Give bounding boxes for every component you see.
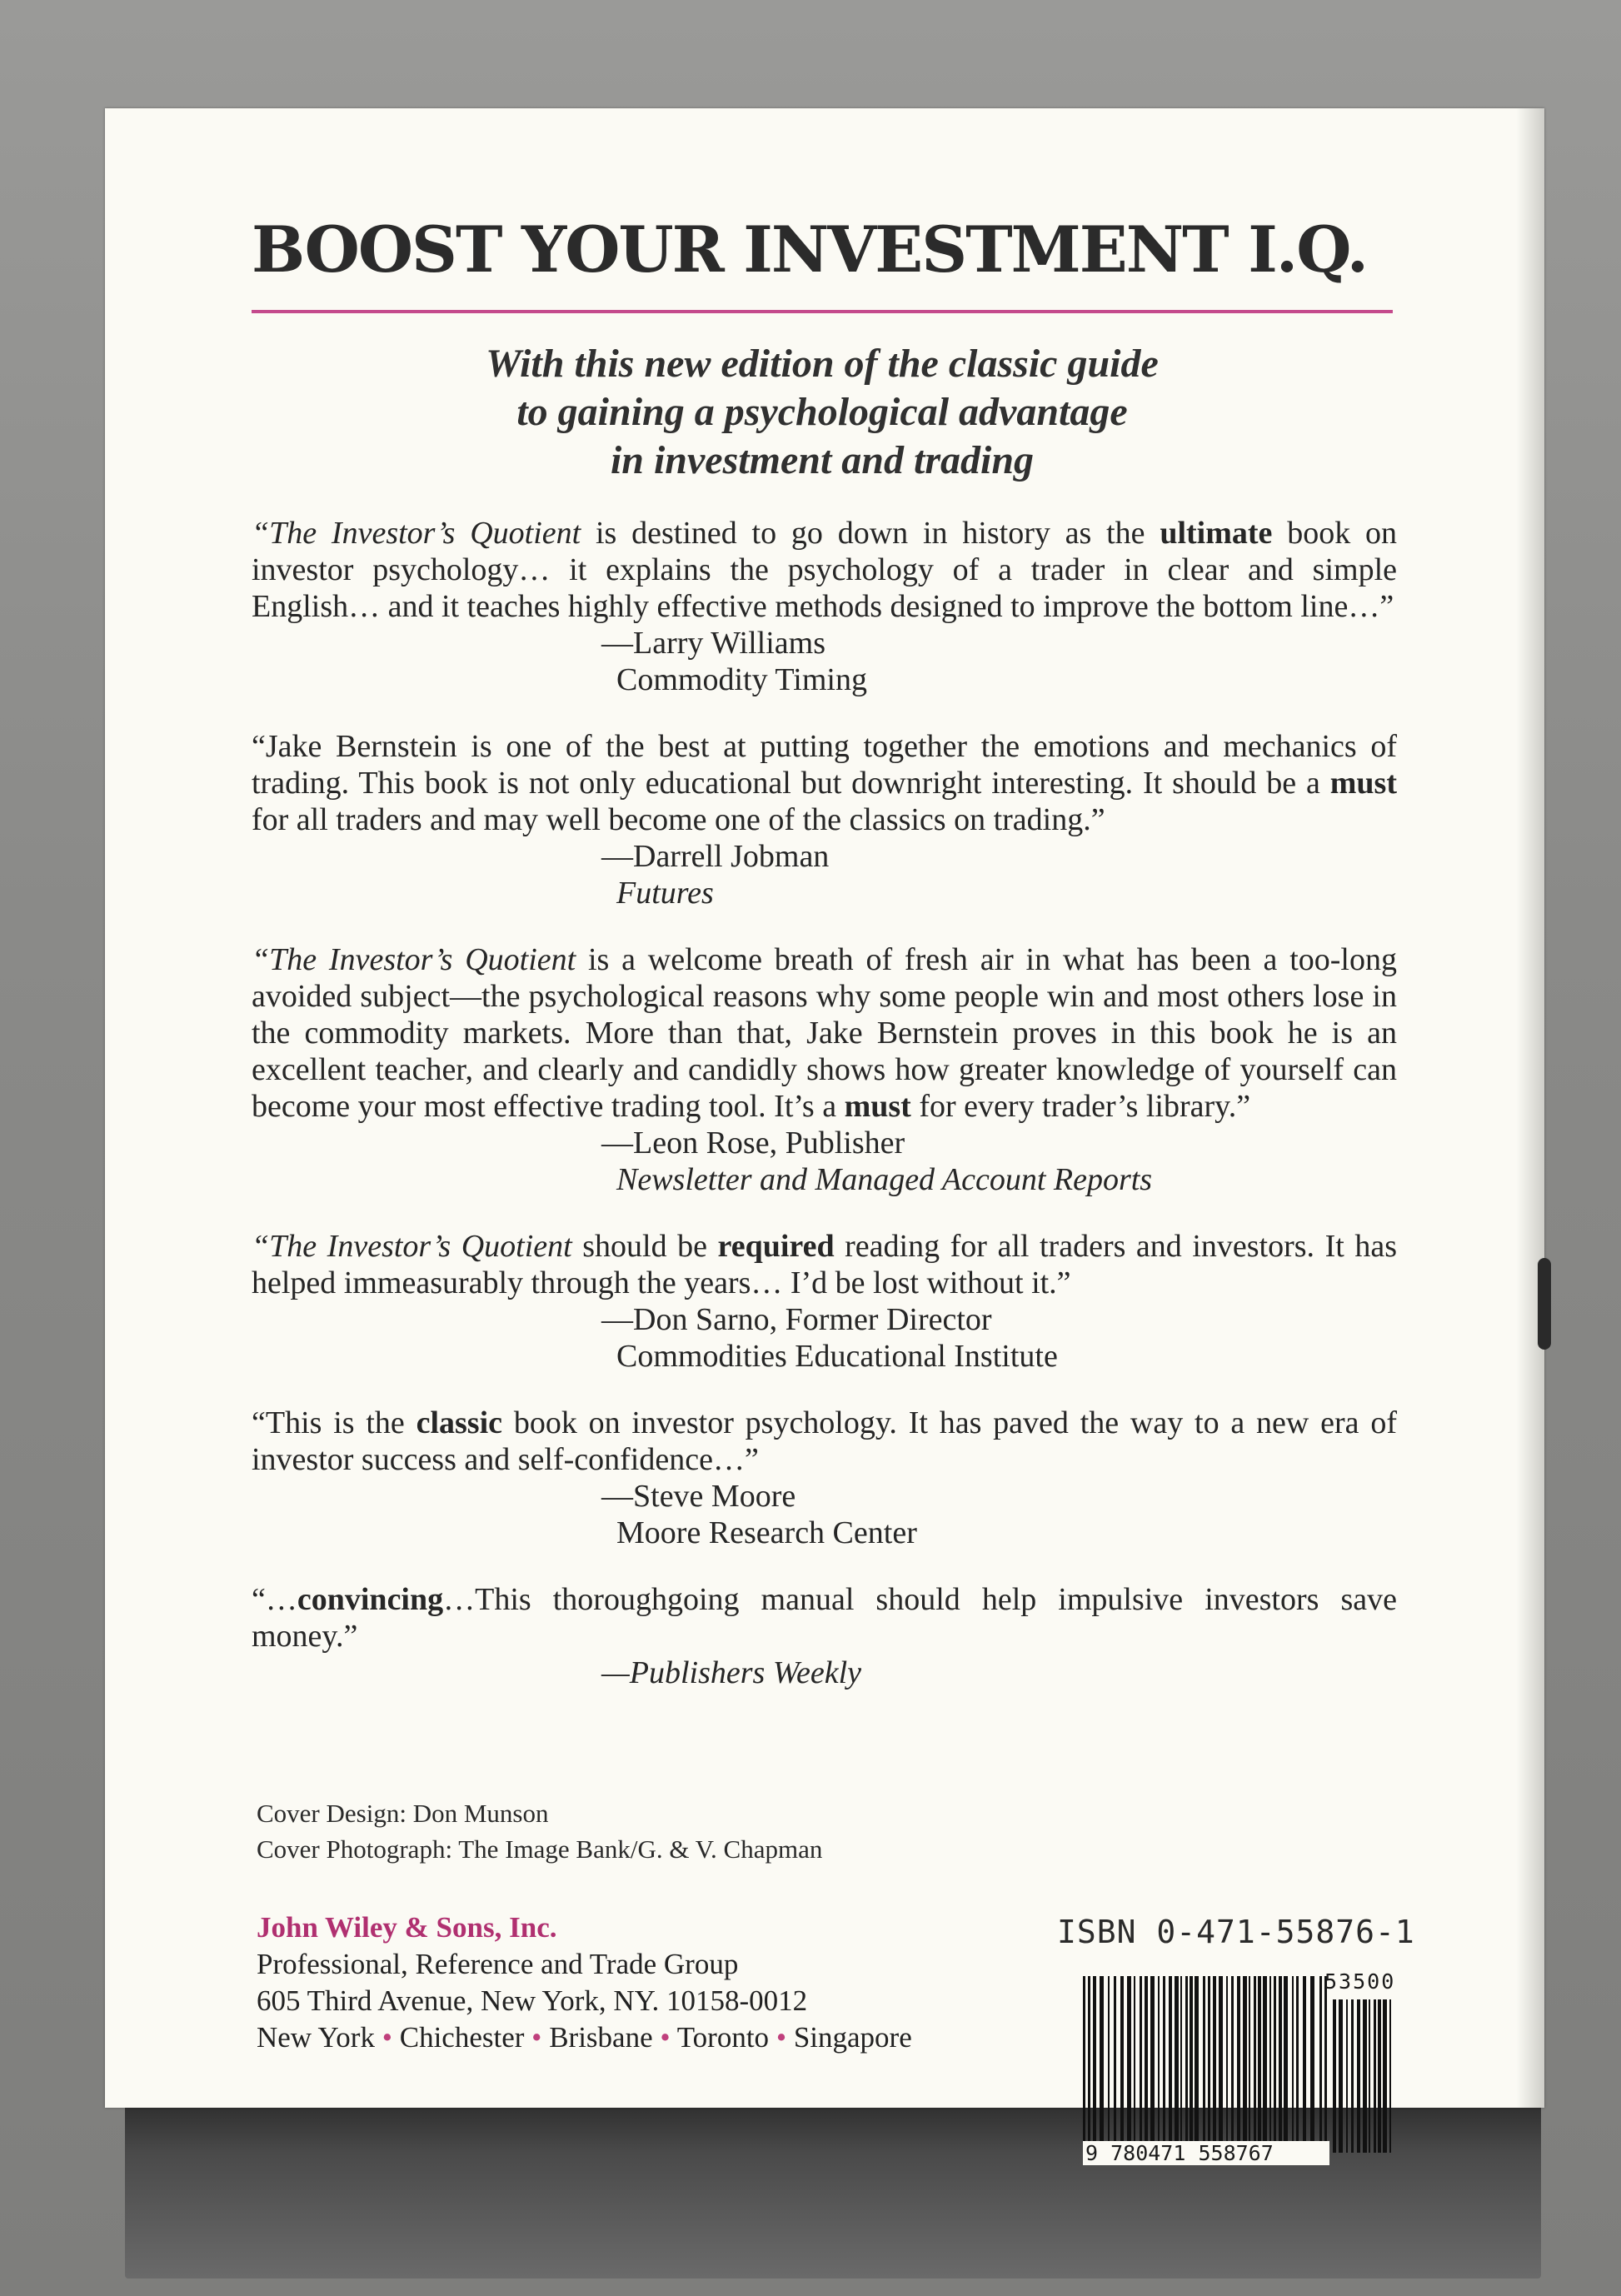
barcode-number: 9 780471 558767: [1083, 2141, 1329, 2165]
blurb-attribution: [252, 1125, 1397, 1198]
publisher-city: Chichester: [399, 2021, 525, 2054]
barcode-bar: [1120, 1976, 1124, 2141]
barcode-bar: [1374, 1999, 1376, 2153]
cover-credits: [257, 1795, 1090, 1867]
barcode-bar: [1351, 1999, 1354, 2153]
barcode-bar: [1249, 1976, 1250, 2141]
barcode-bar: [1378, 1999, 1381, 2153]
cover-edge-shadow: [1516, 108, 1544, 2108]
barcode-bar: [1303, 1976, 1306, 2141]
barcode-bar: [1114, 1976, 1116, 2141]
barcode-bar: [1175, 1976, 1179, 2141]
barcode-bar: [1310, 1976, 1314, 2141]
bullet-icon: •: [652, 2021, 677, 2054]
blurb-segment: for every trader’s library.”: [910, 1089, 1251, 1124]
publisher-city: New York: [257, 2021, 375, 2054]
barcode-bar: [1269, 1976, 1271, 2141]
blurb-title: “The Investor’s Quotient: [252, 942, 576, 977]
blurb-segment: book on investor psychology… it explains the psychology of a trader in clear and simple English… and it teaches highly effective methods designed to improve the bottom line…”: [252, 516, 1397, 624]
barcode-bar: [1357, 1999, 1360, 2153]
barcode-bar: [1369, 1999, 1370, 2153]
blurb-emphasis: must: [1329, 766, 1397, 801]
barcode-bar: [1100, 1976, 1104, 2141]
subhead: [252, 340, 1393, 485]
barcode-bar: [1258, 1976, 1261, 2141]
headline: BOOST YOUR INVESTMENT I.Q.: [252, 212, 1368, 287]
bullet-icon: •: [769, 2021, 794, 2054]
blurb-segment: book on investor psychology. It has paved the way to a new era of investor success and self-confidence…”: [252, 1405, 1397, 1477]
barcode-bar: [1346, 1999, 1348, 2153]
blurb-text: [252, 1228, 1397, 1301]
attribution-name: —Steve Moore: [601, 1479, 796, 1514]
credit-line: Cover Design: Don Munson: [257, 1799, 549, 1828]
blurb-segment: reading for all traders and investors. It has helped immeasurably through the years… I’d be lost without it.”: [252, 1229, 1397, 1300]
bullet-icon: •: [524, 2021, 550, 2054]
blurb-spacer: [252, 1375, 1397, 1405]
blurb-title: “The Investor’s Quotient: [252, 516, 581, 551]
barcode-bar: [1226, 1976, 1228, 2141]
blurb: [252, 728, 1397, 911]
attribution-source: Commodities Educational Institute: [616, 1339, 1058, 1374]
publisher-address: 605 Third Avenue, New York, NY. 10158-0012: [257, 1984, 808, 2017]
barcode-guard-bar: [1203, 1976, 1205, 2153]
publisher-division: Professional, Reference and Trade Group: [257, 1948, 739, 1980]
barcode-bar: [1185, 1976, 1188, 2141]
blurb-text: [252, 728, 1397, 838]
blurb-segment: “This is the: [252, 1405, 416, 1440]
headline-rule: [252, 310, 1393, 313]
blurb-segment: is a welcome breath of fresh air in what has been a too-long avoided subject—the psychological reasons why some people win and most others lose in the commodity markets. More than that, Jake Bernstein proves in this book he is an excellent teacher, and clearly and candidly shows how greater knowledge of yourself can become your most effective trading tool. It’s a: [252, 942, 1397, 1124]
barcode-bar: [1219, 1976, 1223, 2141]
barcode-bar: [1195, 1976, 1199, 2141]
blurb-emphasis: must: [844, 1089, 911, 1124]
attribution-name: —Darrell Jobman: [601, 839, 830, 874]
publisher-city: Singapore: [793, 2021, 912, 2054]
isbn-label: ISBN 0-471-55876-1: [1057, 1914, 1415, 1950]
blurb-text: [252, 1581, 1397, 1655]
attribution-name: —Larry Williams: [601, 626, 825, 661]
blurb: [252, 1405, 1397, 1551]
barcode-guard-bar: [1083, 1976, 1085, 2153]
attribution-source: Newsletter and Managed Account Reports: [616, 1162, 1153, 1197]
blurb-segment: “Jake Bernstein is one of the best at putting together the emotions and mechanics of trading. This book is not only educational but downright interesting. It should be a: [252, 729, 1397, 801]
bullet-icon: •: [374, 2021, 400, 2054]
barcode-guard-bar: [1319, 1976, 1322, 2153]
attribution-name: —Don Sarno, Former Director: [601, 1302, 992, 1337]
barcode-addon-number: 53500: [1324, 1969, 1396, 1994]
blurb: [252, 1581, 1397, 1691]
barcode-bar: [1263, 1976, 1267, 2141]
blurb-list: [252, 515, 1397, 1691]
blurb-segment: is destined to go down in history as the: [581, 516, 1160, 551]
barcode-bar: [1169, 1976, 1172, 2141]
blurb-attribution: [252, 1478, 1397, 1551]
blurb-text: [252, 1405, 1397, 1478]
attribution-source: Commodity Timing: [616, 662, 867, 697]
barcode-bar: [1333, 1999, 1336, 2153]
blurb-attribution: [252, 1301, 1397, 1375]
barcode-bar: [1284, 1976, 1288, 2141]
barcode-bar: [1339, 1999, 1343, 2153]
blurb-emphasis: classic: [416, 1405, 503, 1440]
publisher-city: Brisbane: [549, 2021, 653, 2054]
blurb-text: [252, 941, 1397, 1125]
blurb-title: “The Investor’s Quotient: [252, 1229, 572, 1264]
barcode-bar: [1163, 1976, 1165, 2141]
blurb-segment: should be: [571, 1229, 718, 1264]
barcode-bar: [1180, 1976, 1182, 2141]
attribution-source: Moore Research Center: [616, 1515, 917, 1550]
attribution-source: Futures: [616, 876, 714, 911]
barcode-bar: [1243, 1976, 1247, 2141]
barcode-bar: [1190, 1976, 1193, 2141]
blurb-emphasis: convincing: [297, 1582, 444, 1617]
barcode-bar: [1274, 1976, 1276, 2141]
blurb-spacer: [252, 1551, 1397, 1581]
barcode-guard-bar: [1208, 1976, 1210, 2153]
barcode-bar: [1150, 1976, 1155, 2141]
publisher-city: Toronto: [676, 2021, 770, 2054]
blurb-attribution: [252, 1655, 1397, 1691]
blurb-segment: …This thoroughgoing manual should help impulsive investors save money.”: [252, 1582, 1397, 1654]
barcode-bar: [1296, 1976, 1299, 2141]
barcode-bar: [1140, 1976, 1142, 2141]
blurb-emphasis: required: [717, 1229, 835, 1264]
publisher-name: John Wiley & Sons, Inc.: [257, 1911, 557, 1944]
barcode-guard-bar: [1324, 1976, 1327, 2153]
barcode-bar: [1213, 1976, 1216, 2141]
blurb-spacer: [252, 1198, 1397, 1228]
barcode-bar: [1389, 1999, 1391, 2153]
attribution-name: —Publishers Weekly: [601, 1655, 862, 1690]
publisher-block: [257, 1909, 1090, 2056]
blurb-segment: “…: [252, 1582, 297, 1617]
credit-line: Cover Photograph: The Image Bank/G. & V. Chapman: [257, 1834, 823, 1864]
barcode-bar: [1383, 1999, 1387, 2153]
barcode-bar: [1363, 1999, 1367, 2153]
blurb: [252, 1228, 1397, 1375]
cover-notch: [1538, 1258, 1551, 1350]
blurb-emphasis: ultimate: [1160, 516, 1273, 551]
barcode-bar: [1108, 1976, 1110, 2141]
barcode-guard-bar: [1088, 1976, 1090, 2153]
barcode-bar: [1254, 1976, 1256, 2141]
blurb: [252, 515, 1397, 698]
book-back-cover: [105, 108, 1544, 2165]
barcode-bar: [1292, 1976, 1294, 2141]
blurb-text: [252, 515, 1397, 625]
barcode-bar: [1279, 1976, 1282, 2141]
barcode-bar: [1134, 1976, 1135, 2141]
subhead-line: to gaining a psychological advantage: [516, 390, 1128, 434]
blurb-spacer: [252, 698, 1397, 728]
blurb-spacer: [252, 911, 1397, 941]
barcode-bar: [1145, 1976, 1148, 2141]
barcode-bar: [1127, 1976, 1131, 2141]
subhead-line: With this new edition of the classic guide: [486, 342, 1159, 386]
publisher-cities: [257, 2019, 1090, 2056]
attribution-name: —Leon Rose, Publisher: [601, 1126, 905, 1160]
subhead-line: in investment and trading: [610, 438, 1035, 482]
blurb-attribution: [252, 838, 1397, 911]
barcode-bar: [1231, 1976, 1234, 2141]
blurb-segment: for all traders and may well become one of the classics on trading.”: [252, 802, 1105, 837]
barcode-bar: [1093, 1976, 1096, 2141]
blurb-attribution: [252, 625, 1397, 698]
blurb: [252, 941, 1397, 1198]
barcode-bar: [1158, 1976, 1160, 2141]
barcode: [1083, 1969, 1583, 2172]
barcode-bar: [1237, 1976, 1240, 2141]
